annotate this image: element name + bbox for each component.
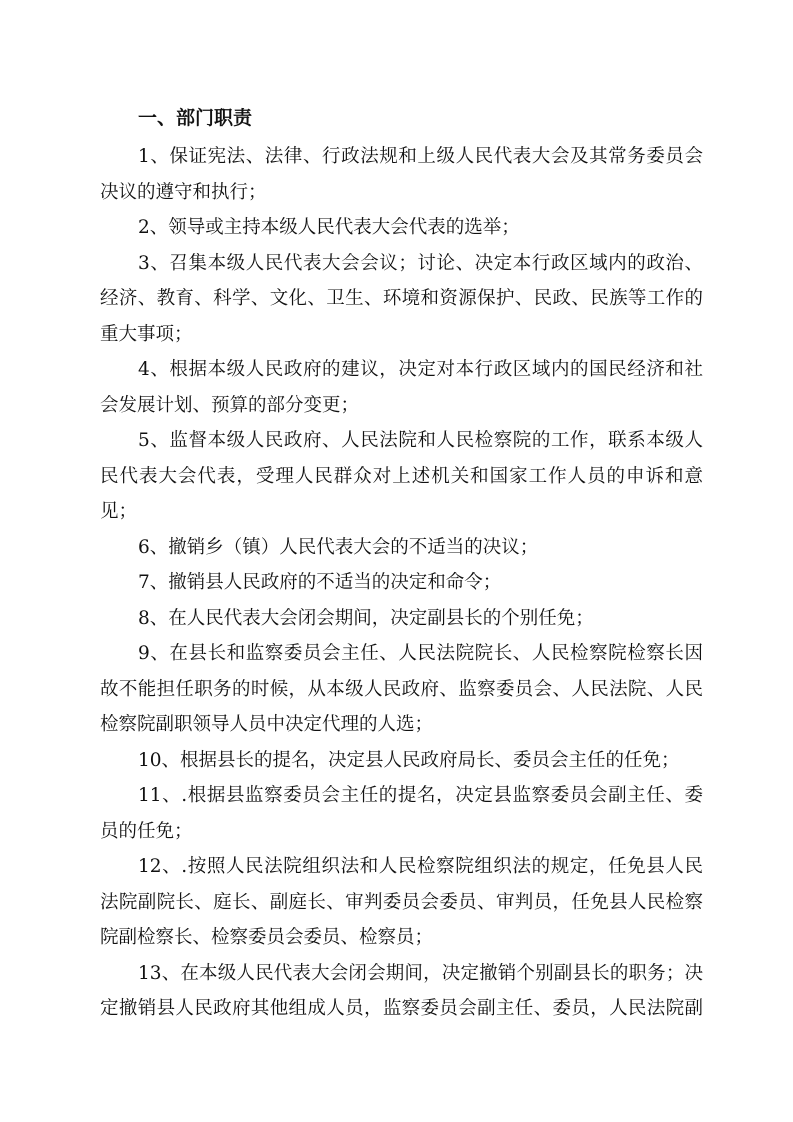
duty-item bbox=[100, 636, 703, 743]
duty-item-line: 12、.按照人民法院组织法和人民检察院组织法的规定，任免县人民 bbox=[138, 856, 703, 877]
duty-item bbox=[100, 956, 703, 1027]
duty-item-line: 故不能担任职务的时候，从本级人民政府、监察委员会、人民法院、人民 bbox=[100, 678, 703, 700]
duty-item bbox=[100, 139, 703, 210]
document-page bbox=[100, 100, 703, 1027]
duty-item-line: 员的任免； bbox=[100, 820, 193, 842]
duty-item-line: 会发展计划、预算的部分变更； bbox=[100, 394, 360, 416]
duty-item-line: 2、领导或主持本级人民代表大会代表的选举； bbox=[138, 217, 520, 238]
duty-item-line: 民代表大会代表，受理人民群众对上述机关和国家工作人员的申诉和意 bbox=[100, 465, 703, 487]
duty-item bbox=[100, 849, 703, 956]
duty-item-line: 见； bbox=[100, 501, 138, 522]
duty-item-line: 1、保证宪法、法律、行政法规和上级人民代表大会及其常务委员会 bbox=[138, 146, 703, 167]
duty-list bbox=[100, 139, 703, 1027]
duty-item bbox=[100, 601, 703, 637]
duty-item-line: 13、在本级人民代表大会闭会期间，决定撤销个别副县长的职务；决 bbox=[138, 962, 703, 984]
duty-item bbox=[100, 210, 703, 246]
duty-item bbox=[100, 743, 703, 779]
duty-item-line: 11、.根据县监察委员会主任的提名，决定县监察委员会副主任、委 bbox=[138, 785, 703, 806]
duty-item bbox=[100, 352, 703, 423]
section-heading: 一、部门职责 bbox=[138, 107, 253, 129]
duty-item-line: 6、撤销乡（镇）人民代表大会的不适当的决议； bbox=[138, 536, 539, 558]
duty-item-line: 3、召集本级人民代表大会会议；讨论、决定本行政区域内的政治、 bbox=[138, 252, 703, 274]
duty-item bbox=[100, 530, 703, 566]
duty-item-line: 8、在人民代表大会闭会期间，决定副县长的个别任免； bbox=[138, 607, 594, 629]
duty-item bbox=[100, 778, 703, 849]
duty-item-line: 决议的遵守和执行； bbox=[100, 181, 267, 203]
duty-item-line: 法院副院长、庭长、副庭长、审判委员会委员、审判员，任免县人民检察 bbox=[100, 891, 703, 913]
duty-item-line: 检察院副职领导人员中决定代理的人选； bbox=[100, 714, 434, 735]
duty-item-line: 定撤销县人民政府其他组成人员，监察委员会副主任、委员，人民法院副 bbox=[100, 998, 703, 1019]
duty-item bbox=[100, 246, 703, 353]
duty-item-line: 4、根据本级人民政府的建议，决定对本行政区域内的国民经济和社 bbox=[138, 359, 703, 380]
duty-item bbox=[100, 423, 703, 530]
duty-item-line: 7、撤销县人民政府的不适当的决定和命令； bbox=[138, 572, 502, 593]
duty-item-line: 5、监督本级人民政府、人民法院和人民检察院的工作，联系本级人 bbox=[138, 430, 703, 451]
duty-item-line: 重大事项； bbox=[100, 323, 193, 345]
duty-item bbox=[100, 565, 703, 601]
duty-item-line: 9、在县长和监察委员会主任、人民法院院长、人民检察院检察长因 bbox=[138, 643, 703, 664]
duty-item-line: 10、根据县长的提名，决定县人民政府局长、委员会主任的任免； bbox=[138, 749, 680, 771]
duty-item-line: 经济、教育、科学、文化、卫生、环境和资源保护、民政、民族等工作的 bbox=[100, 288, 703, 309]
duty-item-line: 院副检察长、检察委员会委员、检察员； bbox=[100, 927, 434, 948]
